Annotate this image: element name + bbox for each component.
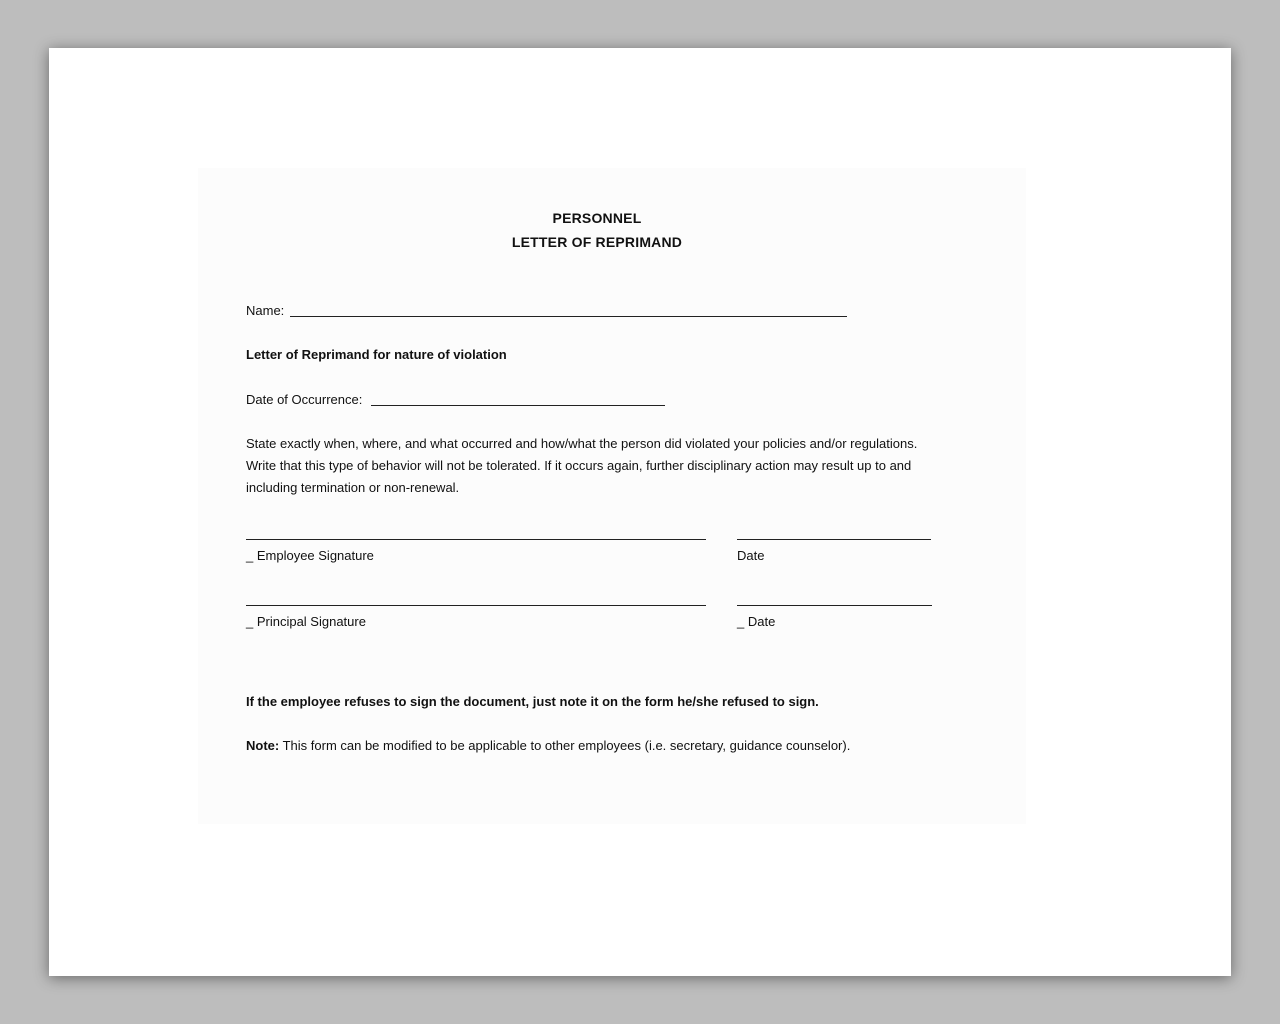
instructions-line: including termination or non-renewal. bbox=[246, 480, 460, 495]
instructions-line: Write that this type of behavior will not be tolerated. If it occurs again, further disciplinary action may result up to and bbox=[246, 458, 912, 473]
employee-signature-line[interactable] bbox=[246, 539, 706, 540]
principal-signature-line[interactable] bbox=[246, 605, 706, 606]
employee-date-label: Date bbox=[737, 548, 765, 563]
form-title: LETTER OF REPRIMAND bbox=[511, 234, 683, 250]
form-heading: PERSONNEL bbox=[552, 210, 642, 226]
instructions-line: State exactly when, where, and what occurred and how/what the person did violated your policies and/or regulations. bbox=[246, 436, 918, 451]
refusal-note: If the employee refuses to sign the document, just note it on the form he/she refused to sign. bbox=[246, 694, 819, 709]
note-label: Note: bbox=[246, 738, 280, 753]
name-label: Name: bbox=[246, 303, 285, 318]
date-of-occurrence-line[interactable] bbox=[371, 405, 665, 406]
principal-date-label: _ Date bbox=[737, 614, 776, 629]
note-text: This form can be modified to be applicable to other employees (i.e. secretary, guidance counselor). bbox=[279, 738, 851, 753]
instructions-paragraph bbox=[246, 433, 966, 499]
footer-note bbox=[246, 738, 850, 753]
violation-heading: Letter of Reprimand for nature of violation bbox=[246, 347, 507, 362]
date-of-occurrence-label: Date of Occurrence: bbox=[246, 392, 363, 407]
name-field-line[interactable] bbox=[290, 316, 847, 317]
principal-signature-label: _ Principal Signature bbox=[246, 614, 366, 629]
principal-date-line[interactable] bbox=[737, 605, 932, 606]
employee-signature-label: _ Employee Signature bbox=[246, 548, 374, 563]
employee-date-line[interactable] bbox=[737, 539, 931, 540]
